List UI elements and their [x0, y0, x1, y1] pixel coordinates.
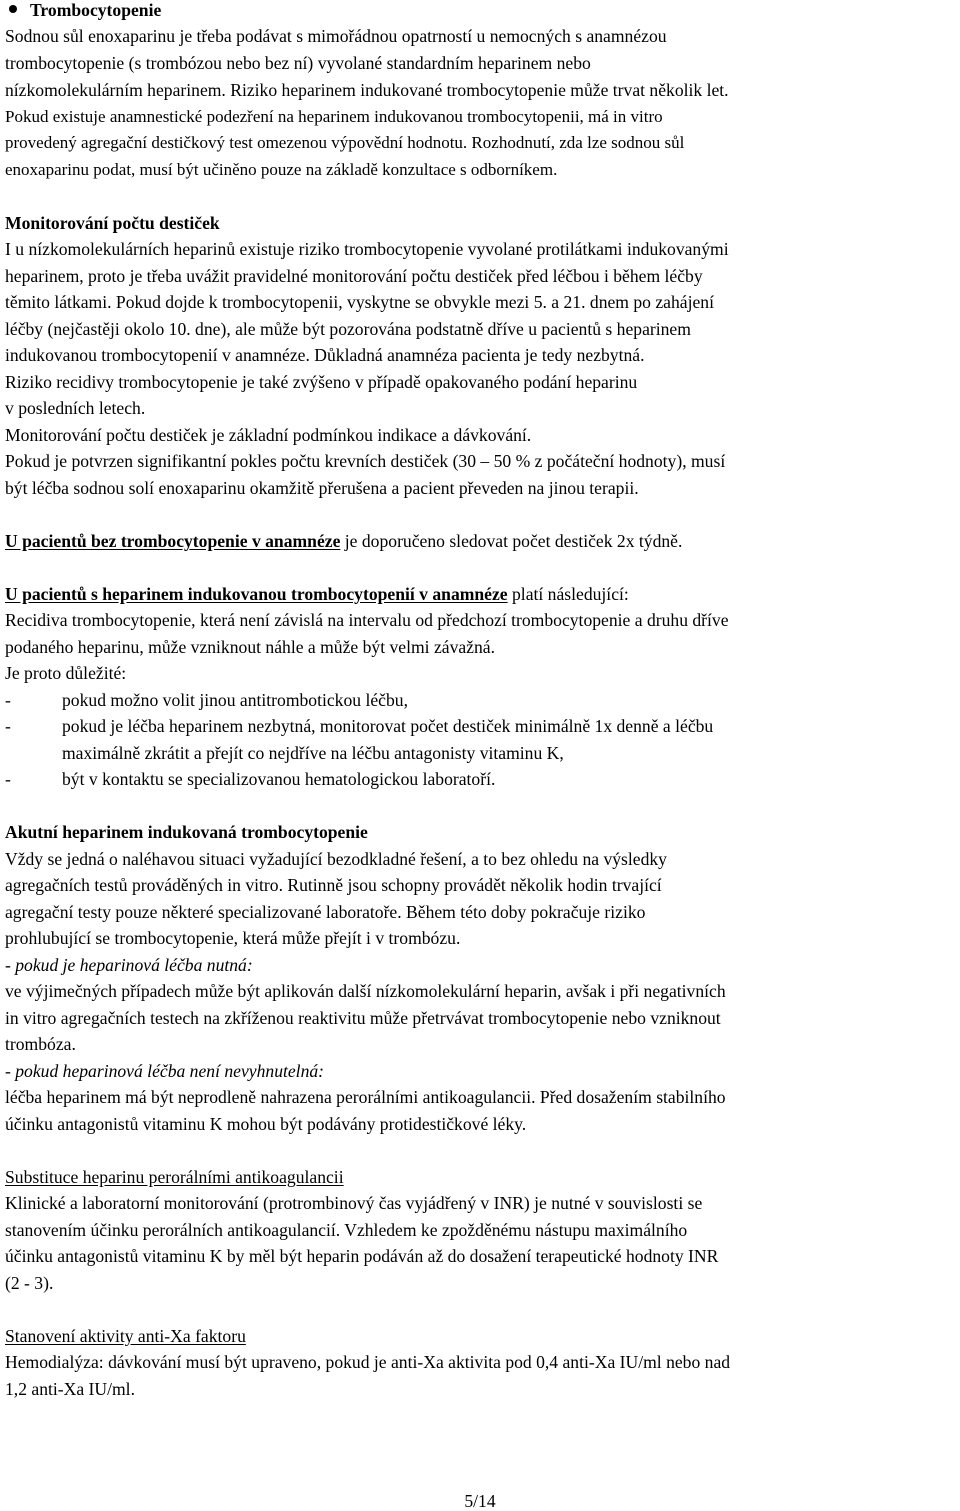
paragraph-line: 1,2 anti-Xa IU/ml.	[5, 1379, 135, 1399]
list-dash: -	[5, 716, 11, 736]
section-monitoring-title: Monitorování počtu destiček	[5, 213, 220, 233]
hit-history-line	[5, 584, 629, 604]
paragraph-line: podaného heparinu, může vzniknout náhle a může být velmi závažná.	[5, 637, 495, 657]
paragraph-line: Hemodialýza: dávkování musí být upraveno, pokud je anti-Xa aktivita pod 0,4 anti-Xa IU/ml nebo nad	[5, 1352, 731, 1372]
paragraph-line: těmito látkami. Pokud dojde k trombocytopenii, vyskytne se obvykle mezi 5. a 21. dnem po zahájení	[5, 292, 714, 312]
list-item-continuation: maximálně zkrátit a přejít co nejdříve na léčbu antagonisty vitaminu K,	[62, 743, 564, 763]
italic-subheading: - pokud heparinová léčba není nevyhnutelná:	[5, 1061, 325, 1081]
paragraph-line: Je proto důležité:	[5, 663, 127, 683]
section-acute-hit-title: Akutní heparinem indukovaná trombocytopenie	[5, 822, 368, 842]
paragraph-line: provedený agregační destičkový test omezenou výpovědní hodnotu. Rozhodnutí, zda lze sodnou sůl	[5, 133, 685, 152]
section-anti-xa-title: Stanovení aktivity anti-Xa faktoru	[5, 1326, 246, 1346]
paragraph-line: léčba heparinem má být neprodleně nahrazena perorálními antikoagulancii. Před dosažením stabilního	[5, 1087, 726, 1107]
paragraph-line: účinku antagonistů vitaminu K mohou být podávány protidestičkové léky.	[5, 1114, 527, 1134]
italic-subheading: - pokud je heparinová léčba nutná:	[5, 955, 253, 975]
paragraph-line: nízkomolekulárním heparinem. Riziko heparinem indukované trombocytopenie může trvat několik let.	[5, 80, 729, 100]
paragraph-line: agregační testy pouze některé specializované laboratoře. Během této doby pokračuje riziko	[5, 902, 646, 922]
paragraph-line: ve výjimečných případech může být aplikován další nízkomolekulární heparin, avšak i při negativních	[5, 981, 726, 1001]
list-dash: -	[5, 690, 11, 710]
paragraph-line: Monitorování počtu destiček je základní podmínkou indikace a dávkování.	[5, 425, 532, 445]
paragraph-line: enoxaparinu podat, musí být učiněno pouze na základě konzultace s odborníkem.	[5, 160, 558, 179]
paragraph-line: in vitro agregačních testech na zkříženou reaktivitu může přetrvávat trombocytopenie nebo vzniknout	[5, 1008, 721, 1028]
list-item: pokud je léčba heparinem nezbytná, monitorovat počet destiček minimálně 1x denně a léčbu	[62, 716, 714, 736]
paragraph-line: heparinem, proto je třeba uvážit pravidelné monitorování počtu destiček před léčbou i během léčby	[5, 266, 703, 286]
list-dash: -	[5, 769, 11, 789]
paragraph-line: v posledních letech.	[5, 398, 146, 418]
paragraph-line: stanovením účinku perorálních antikoagulancií. Vzhledem ke zpožděnému nástupu maximálního	[5, 1220, 688, 1240]
paragraph-line: účinku antagonistů vitaminu K by měl být heparin podáván až do dosažení terapeutické hodnoty INR	[5, 1246, 719, 1266]
paragraph-line: (2 - 3).	[5, 1273, 54, 1293]
paragraph-line: trombóza.	[5, 1034, 76, 1054]
section-trombocytopenie-title	[30, 0, 161, 20]
page-number: 5/14	[464, 1491, 496, 1511]
hit-history-text: platí následující:	[507, 584, 629, 604]
paragraph-line: Riziko recidivy trombocytopenie je také zvýšeno v případě opakovaného podání heparinu	[5, 372, 638, 392]
hit-history-heading: U pacientů s heparinem indukovanou trombocytopenií v anamnéze	[5, 584, 508, 604]
paragraph-line: léčby (nejčastěji okolo 10. dne), ale může být pozorována podstatně dříve u pacientů s heparinem	[5, 319, 691, 339]
section-substitution-title: Substituce heparinu perorálními antikoagulancii	[5, 1167, 344, 1187]
paragraph-line: trombocytopenie (s trombózou nebo bez ní) vyvolané standardním heparinem nebo	[5, 53, 591, 73]
list-item: pokud možno volit jinou antitrombotickou léčbu,	[62, 690, 408, 710]
paragraph-line: prohlubující se trombocytopenie, která může přejít i v trombózu.	[5, 928, 461, 948]
paragraph-line: Pokud je potvrzen signifikantní pokles počtu krevních destiček (30 – 50 % z počáteční hodnoty), musí	[5, 451, 726, 471]
paragraph-line: Recidiva trombocytopenie, která není závislá na intervalu od předchozí trombocytopenie a druhu dříve	[5, 610, 729, 630]
paragraph-line: agregačních testů prováděných in vitro. Rutinně jsou schopny provádět několik hodin trvající	[5, 875, 662, 895]
list-item: být v kontaktu se specializovanou hematologickou laboratoří.	[62, 769, 496, 789]
paragraph-line: Vždy se jedná o naléhavou situaci vyžadující bezodkladné řešení, a to bez ohledu na výsledky	[5, 849, 667, 869]
paragraph-line: indukovanou trombocytopenií v anamnéze. Důkladná anamnéza pacienta je tedy nezbytná.	[5, 345, 645, 365]
paragraph-line: Sodnou sůl enoxaparinu je třeba podávat s mimořádnou opatrností u nemocných s anamnézou	[5, 26, 667, 46]
bullet-icon	[9, 5, 17, 13]
paragraph-line: Pokud existuje anamnestické podezření na heparinem indukovanou trombocytopenii, má in vitro	[5, 107, 663, 126]
paragraph-line: Klinické a laboratorní monitorování (protrombinový čas vyjádřený v INR) je nutné v souvislosti se	[5, 1193, 703, 1213]
no-history-line	[5, 531, 682, 551]
no-history-heading: U pacientů bez trombocytopenie v anamnéze	[5, 531, 341, 551]
paragraph-line: I u nízkomolekulárních heparinů existuje riziko trombocytopenie vyvolané protilátkami indukovanými	[5, 239, 729, 259]
title-text: Trombocytopenie	[30, 0, 162, 20]
paragraph-line: být léčba sodnou solí enoxaparinu okamžitě přerušena a pacient převeden na jinou terapii.	[5, 478, 639, 498]
no-history-text: je doporučeno sledovat počet destiček 2x týdně.	[340, 531, 683, 551]
